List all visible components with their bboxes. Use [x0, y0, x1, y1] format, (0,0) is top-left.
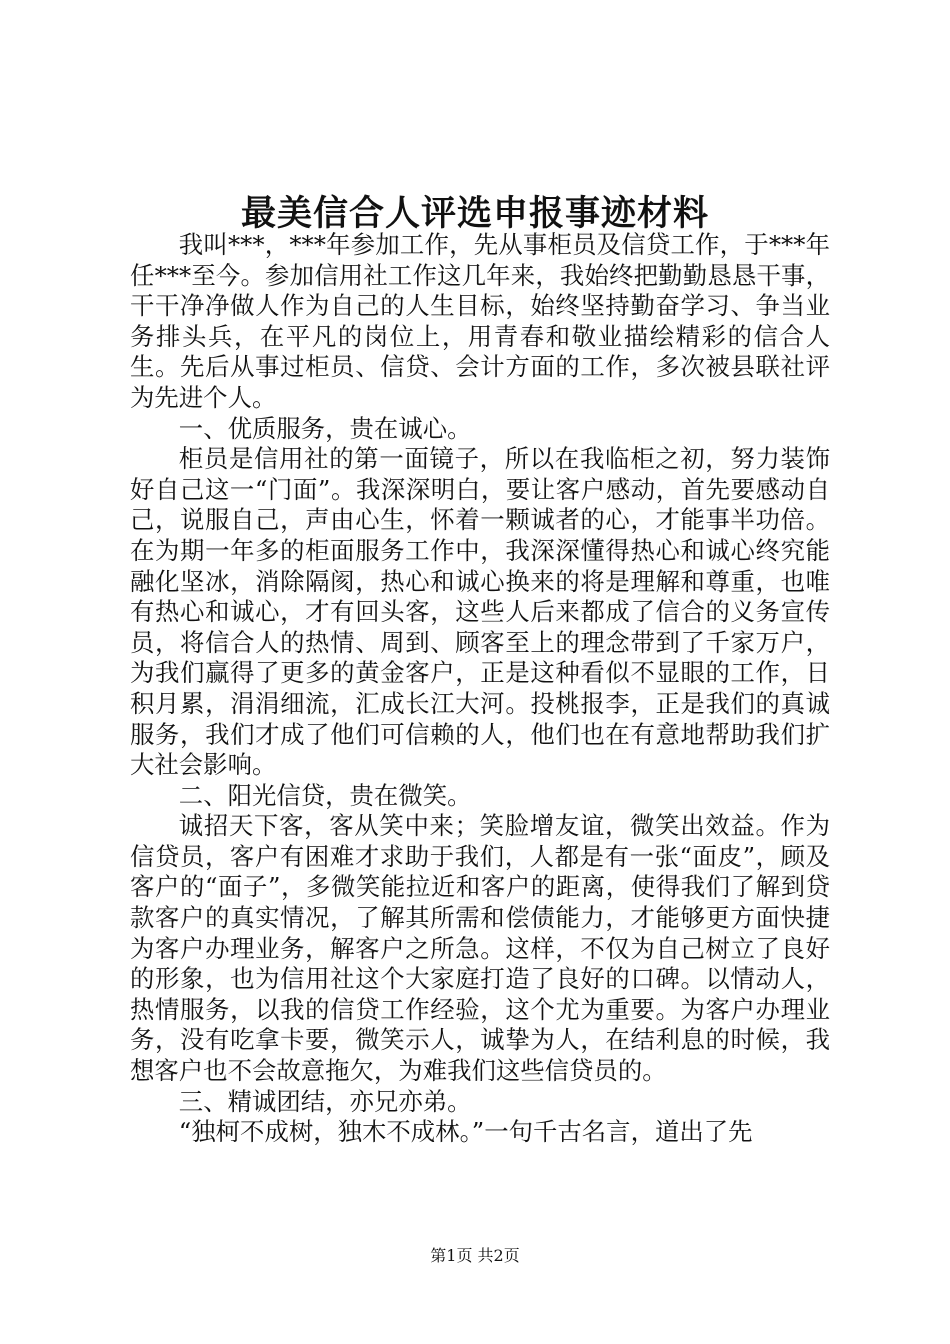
- paragraph-section-2: 诚招天下客，客从笑中来；笑脸增友谊，微笑出效益。作为信贷员，客户有困难才求助于我们，人都是有一张“面皮”，顾及客户的“面子”，多微笑能拉近和客户的距离，使得我们了解到贷款客户的真实情况，了解其所需和偿债能力，才能够更方面快捷为客户办理业务，解客户之所急。这样，不仅为自己树立了良好的形象，也为信用社这个大家庭打造了良好的口碑。以情动人，热情服务，以我的信贷工作经验，这个尤为重要。为客户办理业务，没有吃拿卡要，微笑示人，诚挚为人，在结利息的时候，我想客户也不会故意拖欠，为难我们这些信贷员的。: [130, 811, 830, 1086]
- paragraph-section-1: 柜员是信用社的第一面镜子，所以在我临柜之初，努力装饰好自己这一“门面”。我深深明白，要让客户感动，首先要感动自己，说服自己，声由心生，怀着一颗诚者的心，才能事半功倍。在为期一年多的柜面服务工作中，我深深懂得热心和诚心终究能融化坚冰，消除隔阂，热心和诚心换来的将是理解和尊重，也唯有热心和诚心，才有回头客，这些人后来都成了信合的义务宣传员，将信合人的热情、周到、顾客至上的理念带到了千家万户，为我们赢得了更多的黄金客户，正是这种看似不显眼的工作，日积月累，涓涓细流，汇成长江大河。投桃报李，正是我们的真诚服务，我们才成了他们可信赖的人，他们也在有意地帮助我们扩大社会影响。: [130, 444, 830, 780]
- page-number-footer: 第1页 共2页: [430, 1246, 520, 1265]
- document-body: [130, 230, 830, 1148]
- section-heading-2: 二、阳光信贷，贵在微笑。: [178, 780, 472, 810]
- paragraph-intro: 我叫***，***年参加工作，先从事柜员及信贷工作，于***年任***至今。参加信用社工作这几年来，我始终把勤勤恳恳干事，干干净净做人作为自己的人生目标，始终坚持勤奋学习、争当业务排头兵，在平凡的岗位上，用青春和敬业描绘精彩的信合人生。先后从事过柜员、信贷、会计方面的工作，多次被县联社评为先进个人。: [130, 230, 830, 412]
- section-heading-1: 一、优质服务，贵在诚心。: [178, 413, 472, 443]
- document-title: 最美信合人评选申报事迹材料: [240, 193, 709, 234]
- paragraph-section-3: “独柯不成树，独木不成林。”一句千古名言，道出了先: [178, 1117, 753, 1147]
- section-heading-3: 三、精诚团结，亦兄亦弟。: [178, 1086, 472, 1116]
